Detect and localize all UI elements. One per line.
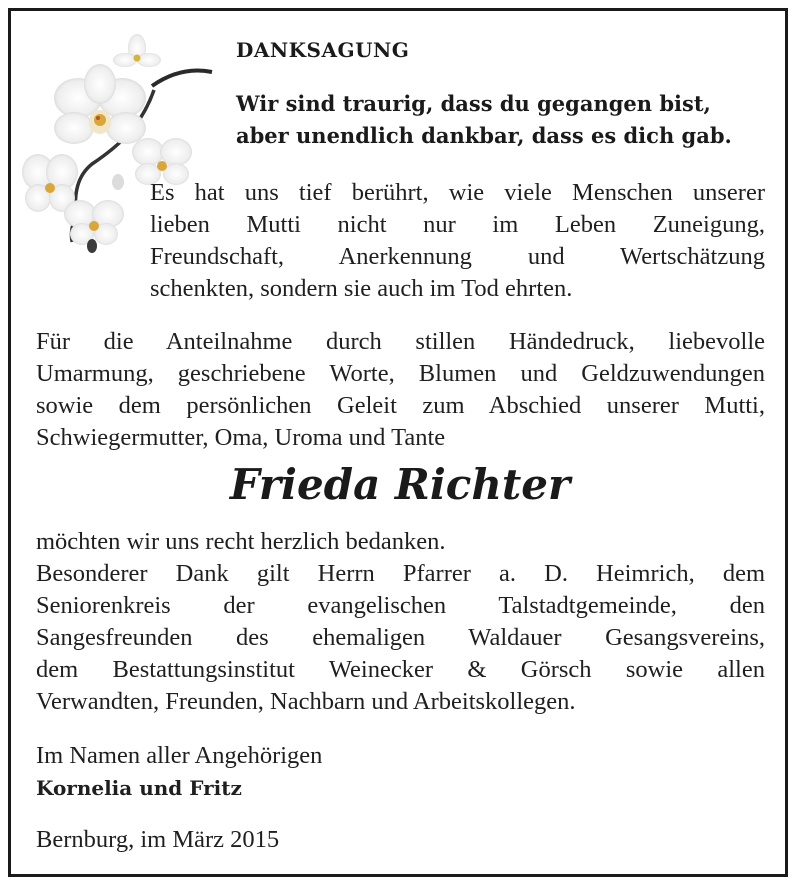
place-date: Bernburg, im März 2015: [36, 826, 280, 853]
motto-line: aber unendlich dankbar, dass es dich gab.: [236, 123, 732, 148]
sympathy-paragraph: [36, 326, 765, 454]
text-line: Umarmung, geschriebene Worte, Blumen und Geldzuwendungen: [36, 360, 765, 387]
intro-paragraph: [150, 177, 765, 305]
text-line: Seniorenkreis der evangelischen Talstadtgemeinde, den: [36, 592, 765, 619]
deceased-name: Frieda Richter: [229, 460, 571, 509]
motto-line: Wir sind traurig, dass du gegangen bist,: [236, 91, 711, 116]
motto-quote: [236, 88, 756, 152]
notice-heading: DANKSAGUNG: [236, 38, 410, 62]
text-line: Für die Anteilnahme durch stillen Händedruck, liebevolle: [36, 328, 765, 355]
signature-block: [36, 740, 736, 804]
text-line: lieben Mutti nicht nur im Leben Zuneigung,: [150, 211, 765, 238]
text-line: dem Bestattungsinstitut Weinecker & Görsch sowie allen: [36, 656, 765, 683]
text-line: Freundschaft, Anerkennung und Wertschätzung: [150, 243, 765, 270]
signature-intro: Im Namen aller Angehörigen: [36, 742, 323, 769]
text-line: Es hat uns tief berührt, wie viele Menschen unserer: [150, 179, 765, 206]
thanks-paragraph: [36, 526, 765, 718]
text-line: Schwiegermutter, Oma, Uroma und Tante: [36, 424, 446, 451]
text-line: Sangesfreunden des ehemaligen Waldauer Gesangsvereins,: [36, 624, 765, 651]
signature-names: Kornelia und Fritz: [36, 776, 242, 800]
text-line: Besonderer Dank gilt Herrn Pfarrer a. D. Heimrich, dem: [36, 560, 765, 587]
text-line: möchten wir uns recht herzlich bedanken.: [36, 528, 446, 555]
text-line: schenkten, sondern sie auch im Tod ehrten.: [150, 275, 573, 302]
text-line: sowie dem persönlichen Geleit zum Abschied unserer Mutti,: [36, 392, 765, 419]
text-line: Verwandten, Freunden, Nachbarn und Arbeitskollegen.: [36, 688, 576, 715]
